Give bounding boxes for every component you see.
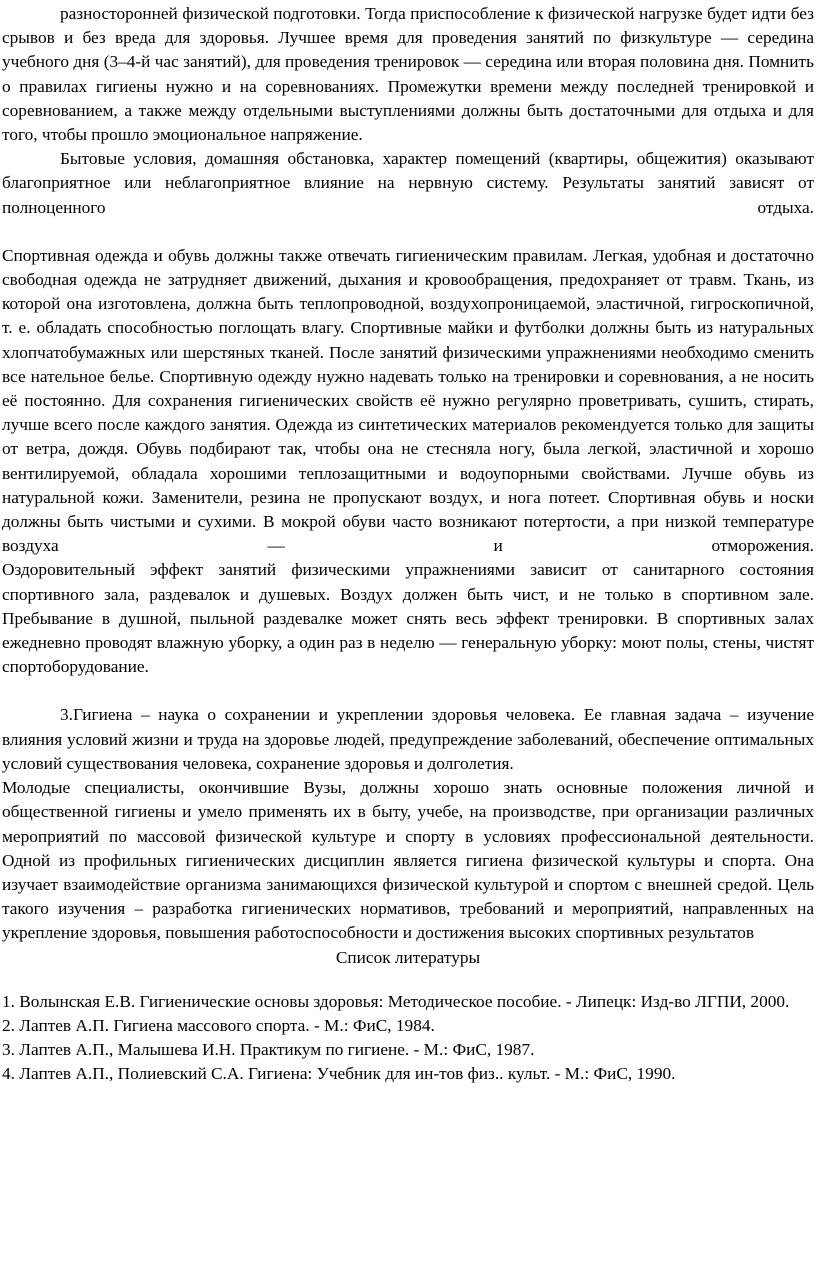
paragraph-sports-hygiene: Одной из профильных гигиенических дисциплин является гигиена физической культуры и спорта. Она изучает взаимодействие организма занимающихся физической культурой и спортом с внешней средой. Цель такого изучения – разработка гигиенических нормативов, требований и мероприятий, направленных на укрепление здоровья, повышения работоспособности и достижения высоких спортивных результатов <box>2 850 814 943</box>
reference-item: 4. Лаптев А.П., Полиевский С.А. Гигиена: Учебник для ин-тов физ.. культ. - М.: ФиС, 1990. <box>2 1064 676 1084</box>
reference-item: 1. Волынская Е.В. Гигиенические основы здоровья: Методическое пособие. - Липецк: Изд-во ЛГПИ, 2000. <box>2 991 790 1011</box>
references-heading: Список литературы <box>335 947 481 967</box>
paragraph-young-specialists: Молодые специалисты, окончившие Вузы, должны хорошо знать основные положения личной и общественной гигиены и умело применять их в быту, учебе, на производстве, при организации различных мероприятий по массовой физической культуре и спорту в условиях профессиональной деятельности. <box>2 778 814 846</box>
spacer <box>2 970 814 990</box>
reference-item: 2. Лаптев А.П. Гигиена массового спорта. - М.: ФиС, 1984. <box>2 1015 435 1035</box>
paragraph-gym-sanitation: Оздоровительный эффект занятий физическими упражнениями зависит от санитарного состояния спортивного зала, раздевалок и душевых. Воздух должен быть чист, и не только в спортивном зале. Пребывание в душной, пыльной раздевалке может снять весь эффект тренировки. В спортивных залах ежедневно проводят влажную уборку, а один раз в неделю — генеральную уборку: моют полы, стены, чистят спортоборудование. <box>2 560 814 677</box>
spacer <box>2 679 814 703</box>
reference-item: 3. Лаптев А.П., Малышева И.Н. Практикум по гигиене. - М.: ФиС, 1987. <box>2 1040 535 1060</box>
paragraph-sports-clothing: Спортивная одежда и обувь должны также отвечать гигиеническим правилам. Легкая, удобная и достаточно свободная одежда не затрудняет движений, дыхания и кровообращения, предохраняет от травм. Ткань, из которой она изготовлена, должна быть теплопроводной, воздухопроницаемой, эластичной, гигроскопичной, т. е. обладать способностью поглощать влагу. Спортивные майки и футболки должны быть из натуральных хлопчатобумажных или шерстяных тканей. После занятий физическими упражнениями необходимо сменить все нательное белье. Спортивную одежду нужно надевать только на тренировки и соревнования, а не носить её постоянно. Для сохранения гигиенических свойств её нужно регулярно проветривать, сушить, стирать, лучше всего после каждого занятия. Одежда из синтетических материалов рекомендуется только для защиты от ветра, дождя. Обувь подбирают так, чтобы она не стесняла ногу, была легкой, эластичной и хорошо вентилируемой, обладала хорошими теплозащитными и водоупорными свойствами. Лучше обувь из натуральной кожи. Заменители, резина не пропускают воздух, и нога потеет. Спортивная обувь и носки должны быть чистыми и сухими. В мокрой обуви часто возникают потертости, а при низкой температуре воздуха — и отморожения. <box>2 245 814 556</box>
paragraph-training-schedule: разносторонней физической подготовки. Тогда приспособление к физической нагрузке будет идти без срывов и без вреда для здоровья. Лучшее время для проведения занятий по физкультуре — середина учебного дня (3–4-й час занятий), для проведения тренировок — середина или вторая половина дня. Помнить о правилах гигиены нужно и на соревнованиях. Промежутки времени между последней тренировкой и соревнованием, а также между отдельными выступлениями должны быть достаточными для отдыха и для того, чтобы прошло эмоциональное напряжение. <box>2 4 814 145</box>
references-list <box>2 990 814 1087</box>
spacer <box>2 220 814 244</box>
paragraph-hygiene-definition: 3.Гигиена – наука о сохранении и укреплении здоровья человека. Ее главная задача – изучение влияния условий жизни и труда на здоровье людей, предупреждение заболеваний, обеспечение оптимальных условий существования человека, сохранение здоровья и долголетия. <box>2 705 814 773</box>
paragraph-living-conditions: Бытовые условия, домашняя обстановка, характер помещений (квартиры, общежития) оказывают благоприятное или неблагоприятное влияние на нервную систему. Результаты занятий зависят от полноценного отдыха. <box>2 149 814 217</box>
